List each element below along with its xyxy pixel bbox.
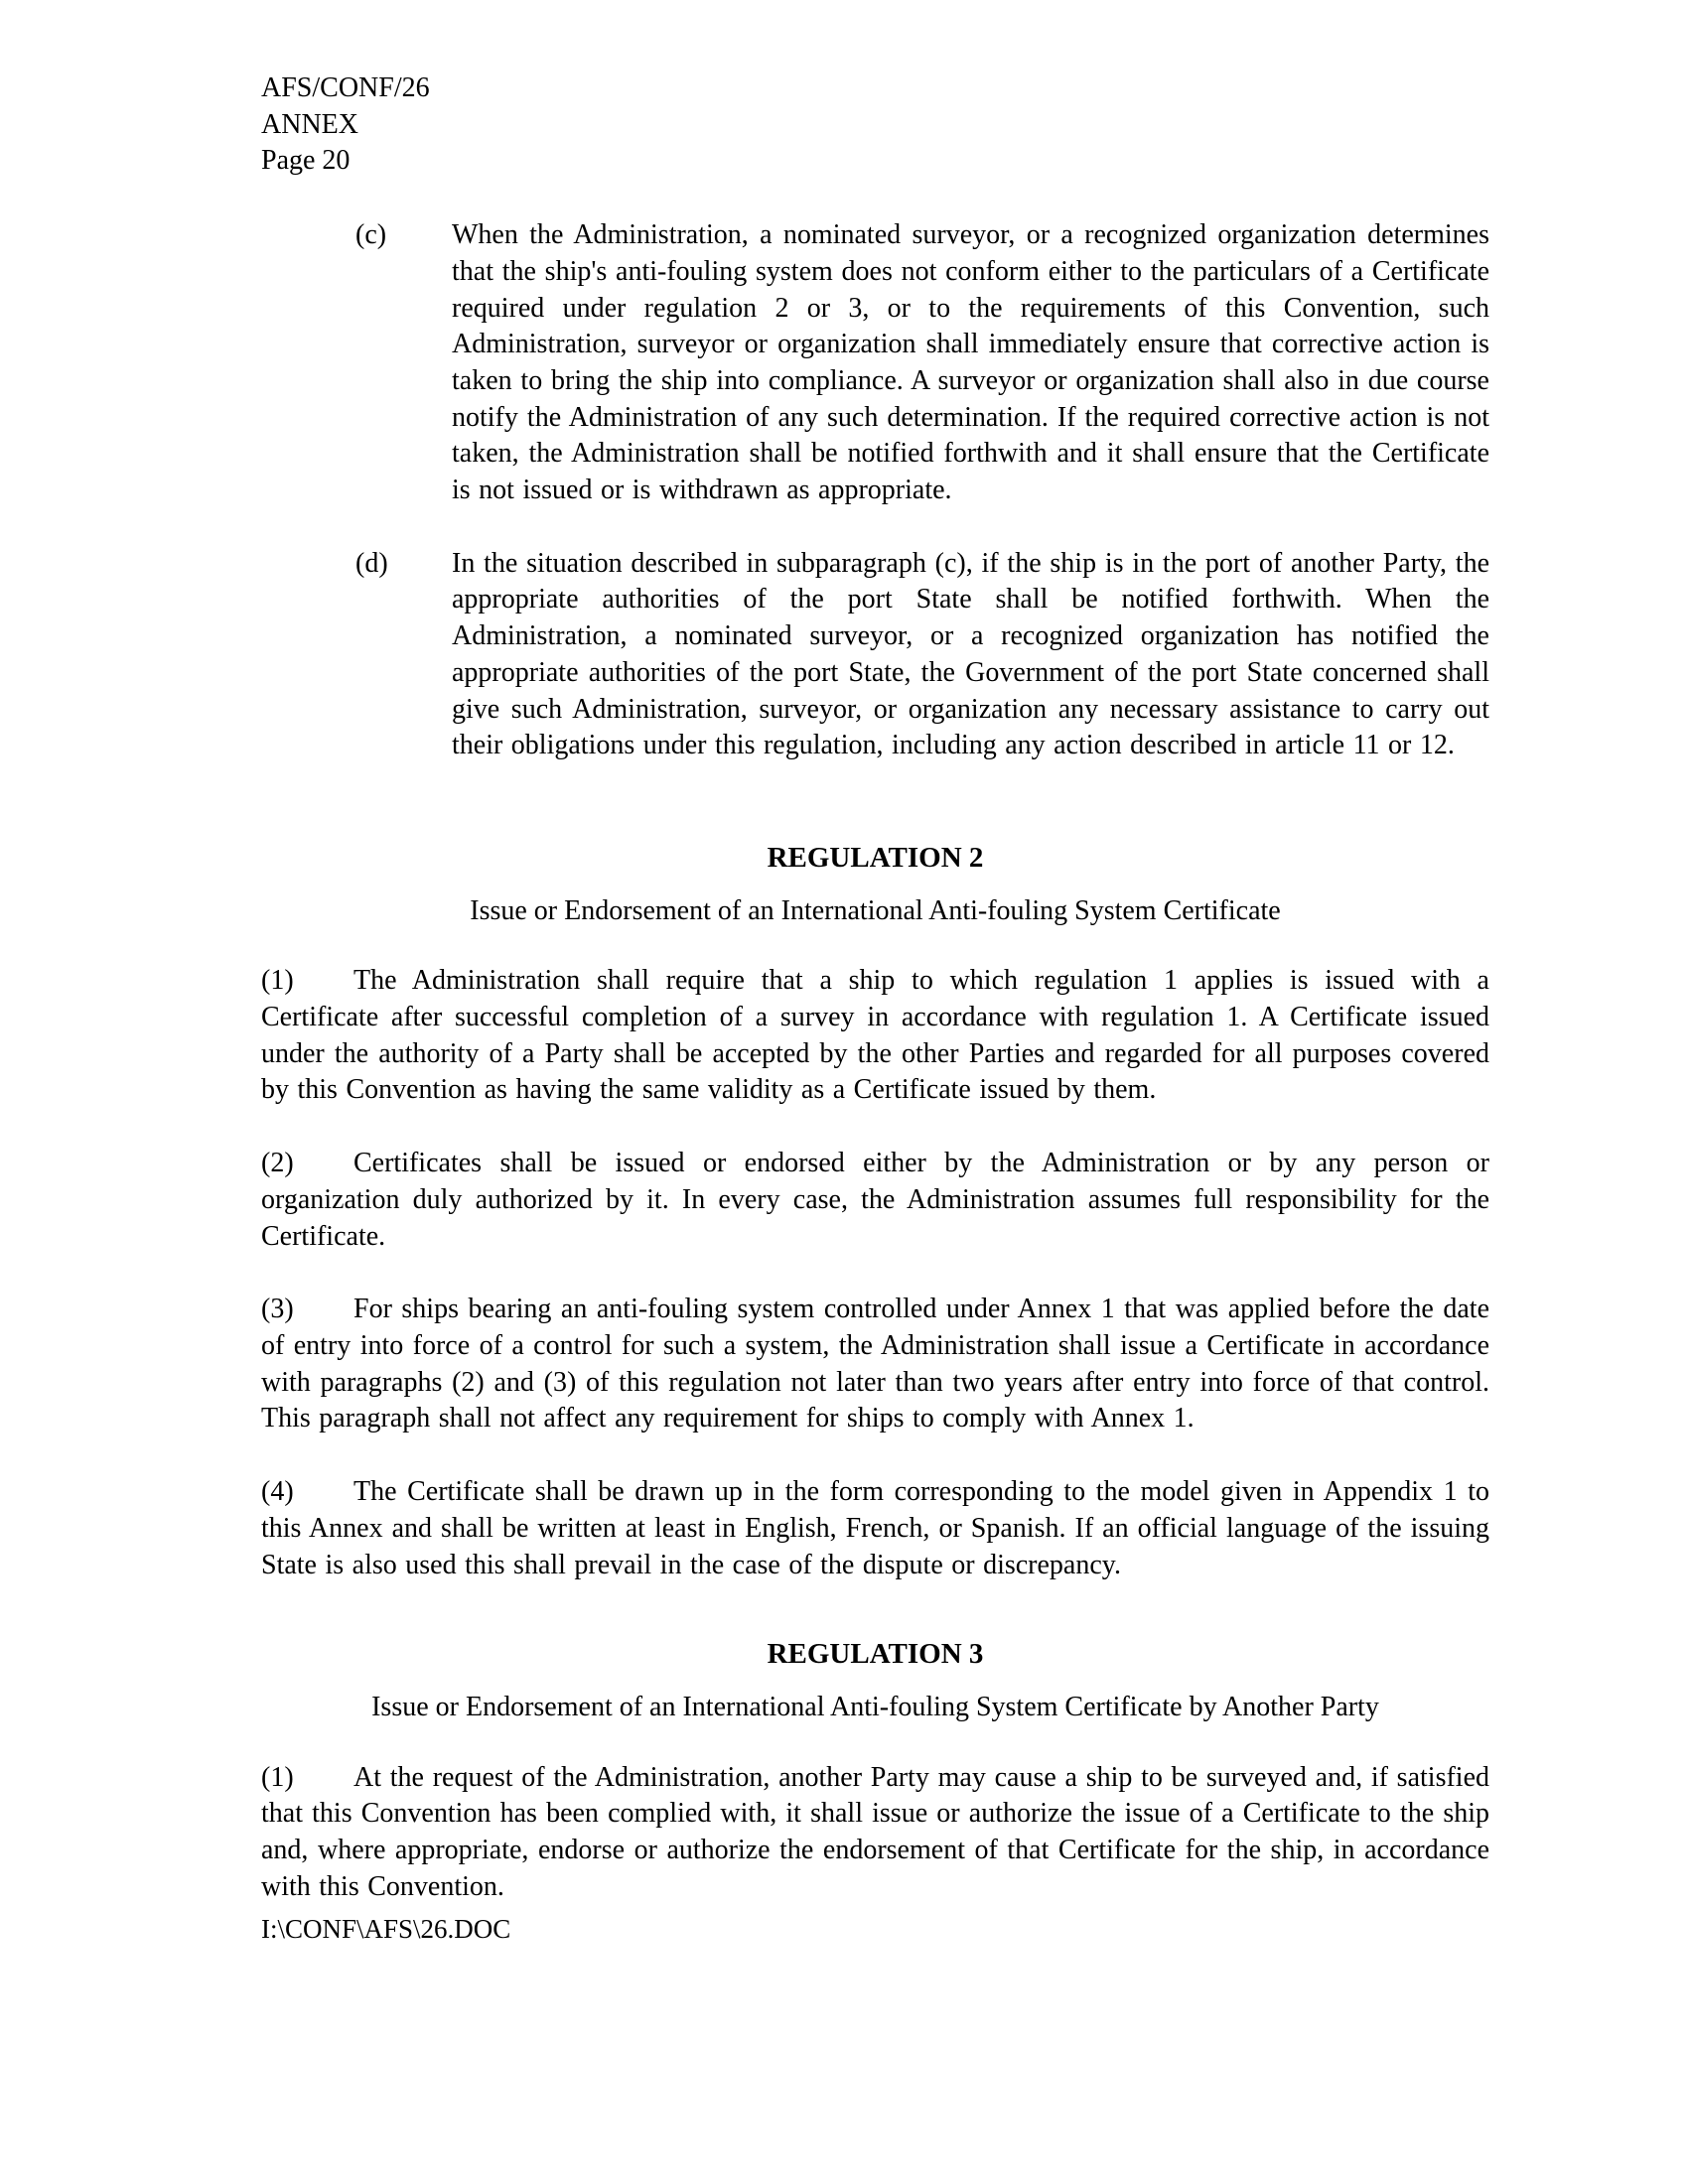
text-column (261, 70, 1489, 1948)
paragraph-text: The Administration shall require that a ship to which regulation 1 applies is issued with a Certificate after successful completion of a survey in accordance with regulation 1. A Certificate issued under the authority of a Party shall be accepted by the other Parties and regarded for all purposes covered by this Convention as having the same validity as a Certificate issued by them. (261, 965, 1489, 1106)
subparagraph-d-label: (d) (355, 547, 388, 579)
subparagraph-d-text: In the situation described in subparagraph (c), if the ship is in the port of another Party, the appropriate authorities of the port State shall be notified forthwith. When the Administration, a nominated surveyor, or a recognized organization has notified the appropriate authorities of the port State, the Government of the port State concerned shall give such Administration, surveyor, or organization any necessary assistance to carry out their obligations under this regulation, including any action described in article 11 or 12. (452, 547, 1489, 761)
regulation-2-heading: REGULATION 2 (767, 841, 984, 874)
subparagraph-d (261, 546, 1489, 764)
regulation-2-paragraph-1 (261, 963, 1489, 1109)
paragraph-number: (2) (261, 1148, 294, 1179)
subparagraph-c-label: (c) (355, 219, 387, 251)
regulation-2-paragraph-4 (261, 1474, 1489, 1583)
doc-reference: AFS/CONF/26 (261, 72, 430, 103)
paragraph-number: (3) (261, 1294, 294, 1325)
regulation-2-paragraph-3 (261, 1292, 1489, 1437)
paragraph-number: (4) (261, 1476, 294, 1508)
subparagraph-c (261, 217, 1489, 509)
paragraph-number: (1) (261, 1761, 294, 1793)
regulation-3-heading: REGULATION 3 (767, 1638, 984, 1671)
paragraph-text: At the request of the Administration, another Party may cause a ship to be surveyed and, if satisfied that this Convention has been complied with, it shall issue or authorize the issue of a Certificate to the ship and, where appropriate, endorse or authorize the endorsement of that Certificate for the ship, in accordance with this Convention. (261, 1761, 1489, 1902)
footer-file-path: I:\CONF\AFS\26.DOC (261, 1914, 511, 1945)
annex-label: ANNEX (261, 108, 358, 140)
paragraph-number: (1) (261, 965, 294, 997)
subparagraph-c-text: When the Administration, a nominated surveyor, or a recognized organization determines that the ship's anti-fouling system does not conform either to the particulars of a Certificate required under regulation 2 or 3, or to the requirements of this Convention, such Administration, surveyor or organization shall immediately ensure that corrective action is taken to bring the ship into compliance. A surveyor or organization shall also in due course notify the Administration of any such determination. If the required corrective action is not taken, the Administration shall be notified forthwith and it shall ensure that the Certificate is not issued or is withdrawn as appropriate. (452, 219, 1489, 506)
paragraph-text: Certificates shall be issued or endorsed either by the Administration or by any person or organization duly authorized by it. In every case, the Administration assumes full responsibility for the Certificate. (261, 1148, 1489, 1252)
page-number: Page 20 (261, 145, 351, 177)
regulation-2-paragraph-2 (261, 1146, 1489, 1255)
paragraph-text: For ships bearing an anti-fouling system controlled under Annex 1 that was applied before the date of entry into force of a control for such a system, the Administration shall issue a Certificate in accordance with paragraphs (2) and (3) of this regulation not later than two years after entry into force of that control. This paragraph shall not affect any requirement for ships to comply with Annex 1. (261, 1294, 1489, 1434)
regulation-2-subtitle: Issue or Endorsement of an International Anti-fouling System Certificate (470, 894, 1281, 926)
regulation-3-subtitle: Issue or Endorsement of an International Anti-fouling System Certificate by Another Party (371, 1691, 1379, 1722)
page-header (261, 70, 1489, 180)
regulation-3-paragraph-1 (261, 1760, 1489, 1906)
paragraph-text: The Certificate shall be drawn up in the form corresponding to the model given in Appendix 1 to this Annex and shall be written at least in English, French, or Spanish. If an official language of the issuing State is also used this shall prevail in the case of the dispute or discrepancy. (261, 1476, 1489, 1580)
